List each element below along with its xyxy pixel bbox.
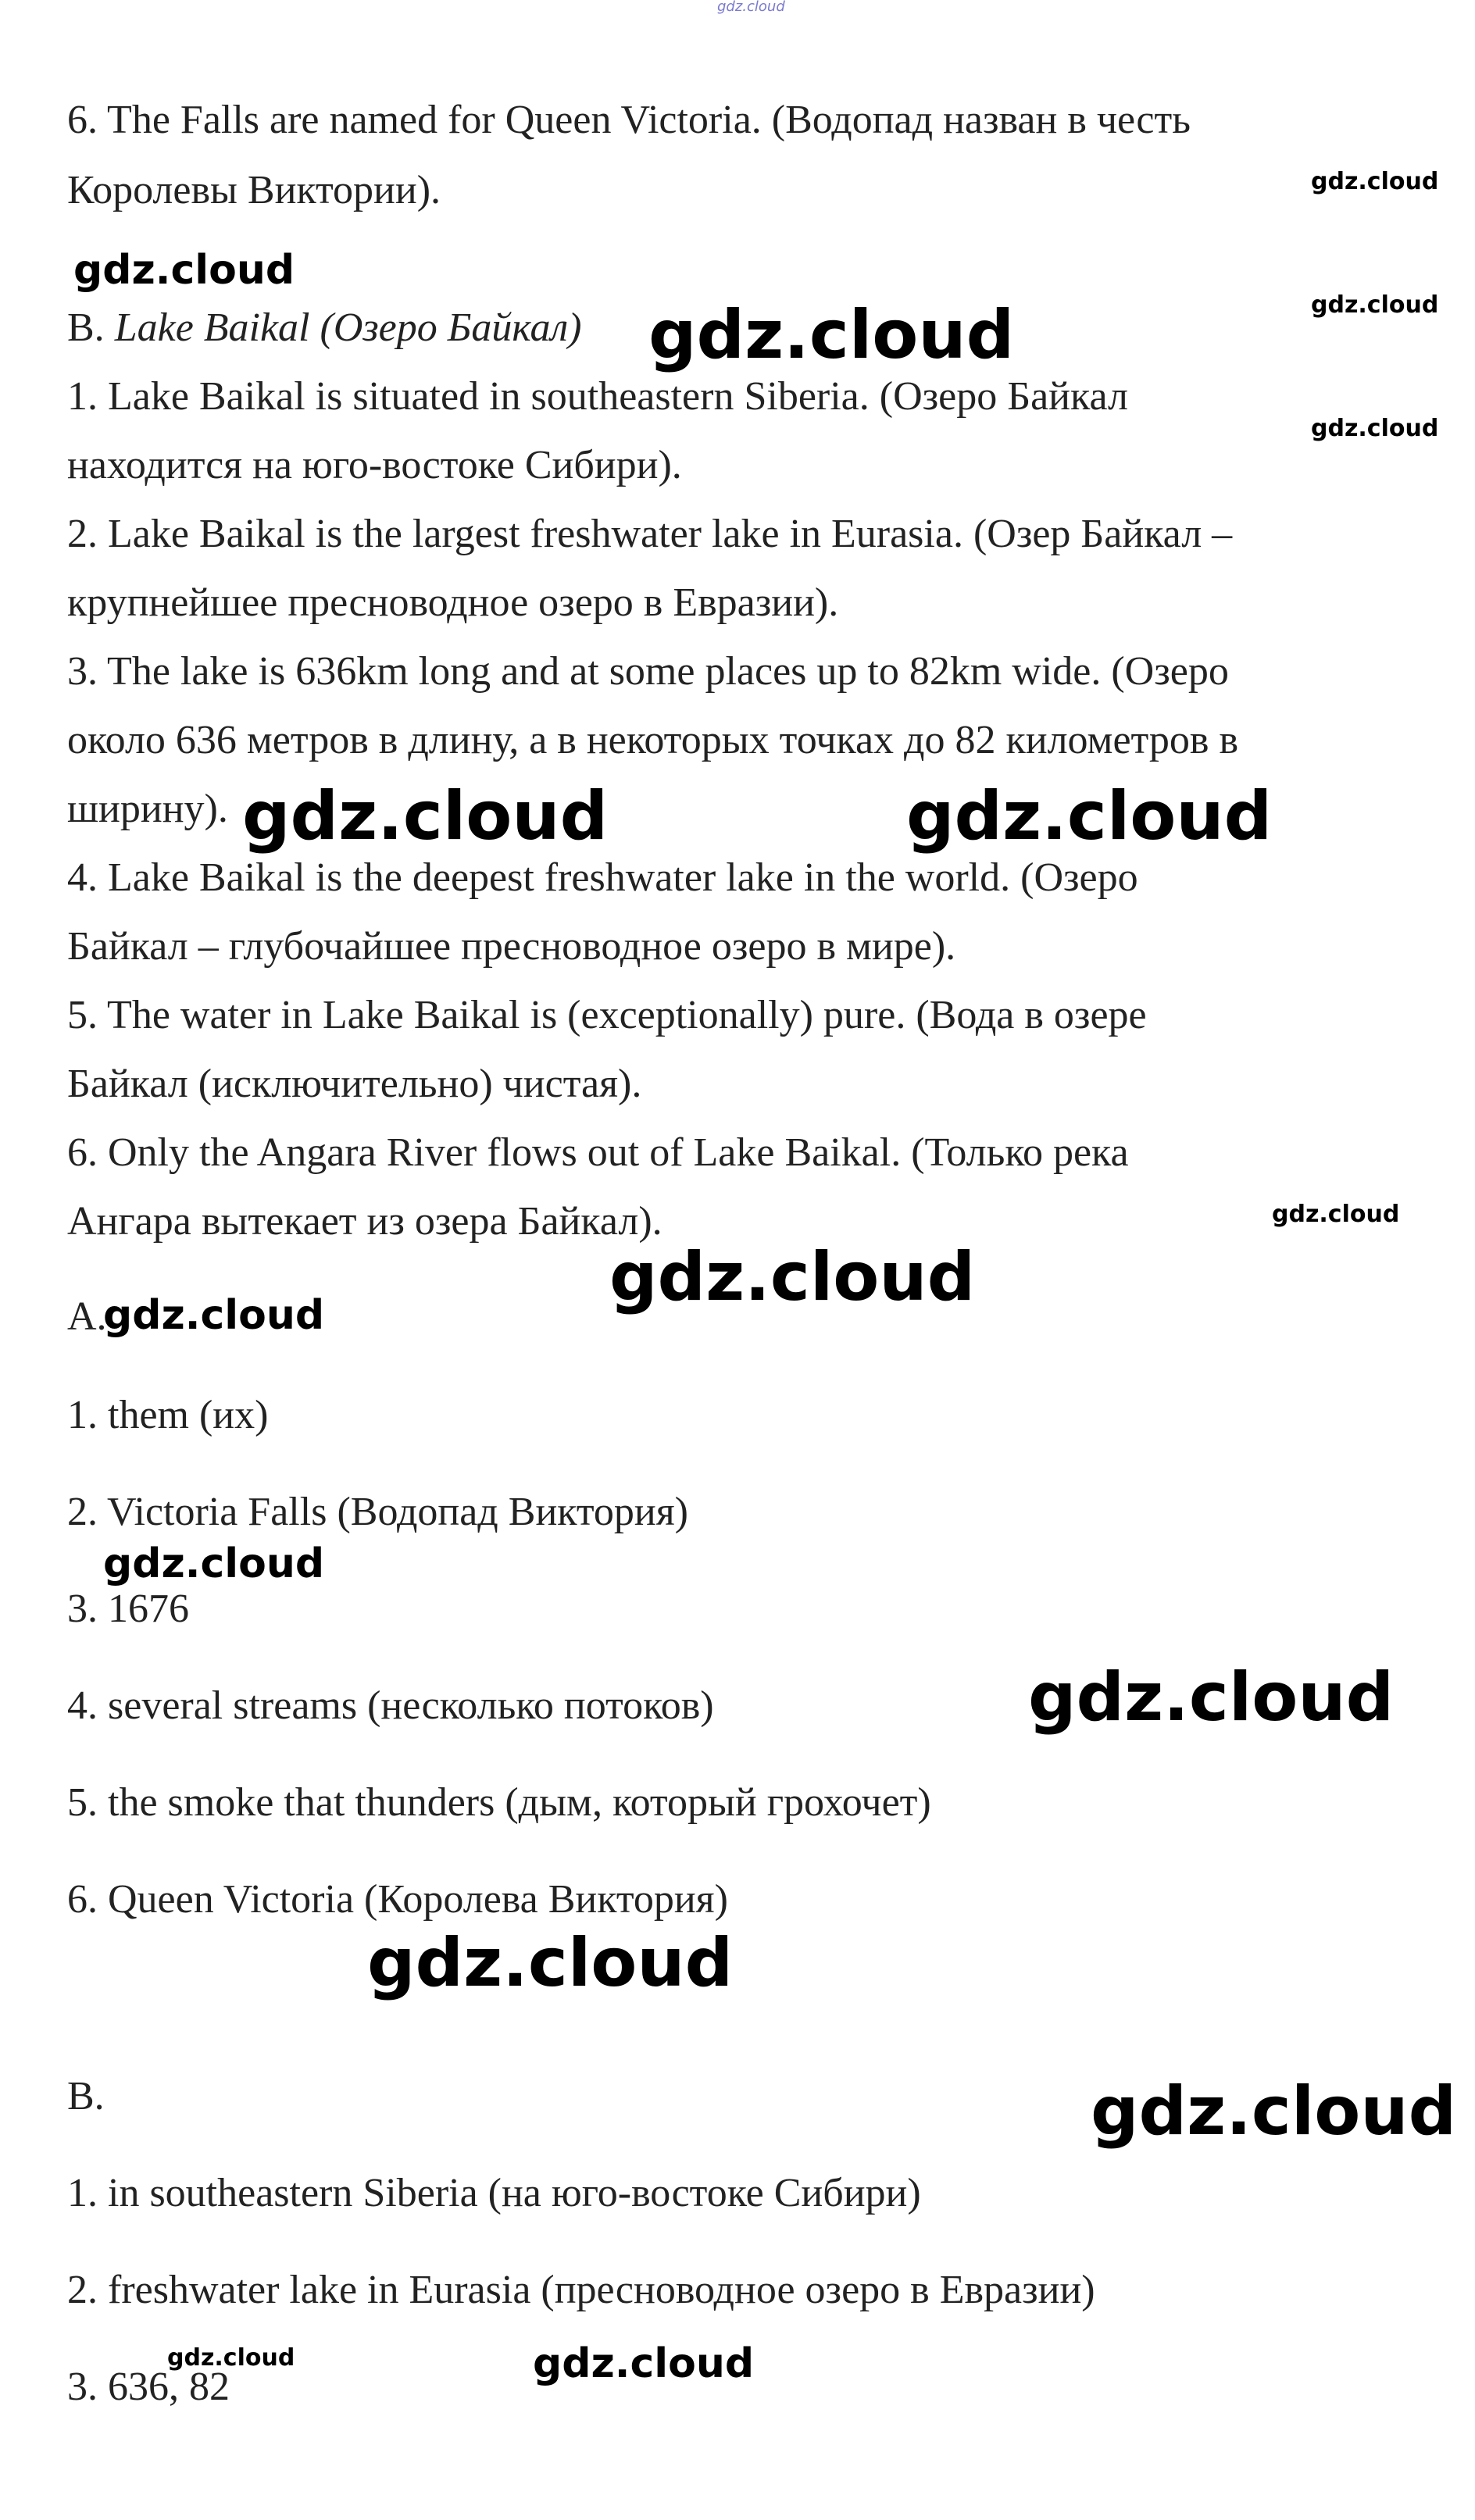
- text-line: ширину).: [67, 787, 228, 831]
- text-line: около 636 метров в длину, а в некоторых точках до 82 километров в: [67, 718, 1239, 762]
- watermark: gdz.cloud: [367, 1924, 734, 2002]
- watermark: gdz.cloud: [103, 1540, 325, 1587]
- watermark-top: gdz.cloud: [717, 0, 785, 15]
- watermark: gdz.cloud: [1272, 1201, 1400, 1228]
- answer-item: 1. them (их): [67, 1393, 269, 1437]
- text-line: 6. The Falls are named for Queen Victoria. (Водопад назван в честь: [67, 98, 1191, 142]
- text-line: 4. Lake Baikal is the deepest freshwater lake in the world. (Озеро: [67, 855, 1138, 900]
- watermark: gdz.cloud: [1311, 168, 1439, 195]
- watermark: gdz.cloud: [242, 777, 609, 855]
- answer-item: 2. Victoria Falls (Водопад Виктория): [67, 1490, 688, 1534]
- watermark: gdz.cloud: [1311, 415, 1439, 442]
- text-line: Байкал (исключительно) чистая).: [67, 1062, 642, 1106]
- text-line: находится на юго-востоке Сибири).: [67, 443, 682, 487]
- heading-title: Lake Baikal (Озеро Байкал): [114, 305, 582, 350]
- section-heading: [67, 305, 582, 350]
- answer-item: 2. freshwater lake in Eurasia (пресноводное озеро в Евразии): [67, 2268, 1095, 2312]
- watermark: gdz.cloud: [1091, 2072, 1457, 2151]
- text-line: 1. Lake Baikal is situated in southeastern Siberia. (Озеро Байкал: [67, 374, 1128, 419]
- text-line: Байкал – глубочайшее пресноводное озеро в мире).: [67, 924, 956, 969]
- watermark: gdz.cloud: [103, 1292, 325, 1339]
- answer-item: 6. Queen Victoria (Королева Виктория): [67, 1877, 728, 1922]
- text-line: Ангара вытекает из озера Байкал).: [67, 1199, 662, 1244]
- watermark: gdz.cloud: [609, 1238, 976, 1316]
- answer-item: 3. 1676: [67, 1587, 189, 1631]
- answers-heading: A.: [67, 1294, 107, 1339]
- watermark: gdz.cloud: [1311, 291, 1439, 319]
- text-line: 5. The water in Lake Baikal is (exceptionally) pure. (Вода в озере: [67, 993, 1147, 1037]
- watermark: gdz.cloud: [73, 247, 295, 294]
- answers-heading: B.: [67, 2074, 105, 2118]
- text-line: 6. Only the Angara River flows out of Lake Baikal. (Только река: [67, 1130, 1129, 1175]
- answer-item: 4. several streams (несколько потоков): [67, 1683, 714, 1728]
- answer-item: 3. 636, 82: [67, 2365, 230, 2409]
- answer-item: 5. the smoke that thunders (дым, который грохочет): [67, 1780, 931, 1825]
- watermark: gdz.cloud: [1028, 1658, 1395, 1737]
- text-line: 3. The lake is 636km long and at some places up to 82km wide. (Озеро: [67, 649, 1229, 694]
- watermark: gdz.cloud: [533, 2340, 755, 2387]
- text-line: Королевы Виктории).: [67, 168, 441, 212]
- watermark: gdz.cloud: [167, 2344, 295, 2372]
- watermark: gdz.cloud: [906, 777, 1273, 855]
- answer-item: 1. in southeastern Siberia (на юго-востоке Сибири): [67, 2171, 921, 2215]
- watermark: gdz.cloud: [648, 296, 1015, 374]
- text-line: крупнейшее пресноводное озеро в Евразии).: [67, 580, 839, 625]
- text-line: 2. Lake Baikal is the largest freshwater lake in Eurasia. (Озер Байкал –: [67, 512, 1233, 556]
- heading-letter: B.: [67, 305, 105, 350]
